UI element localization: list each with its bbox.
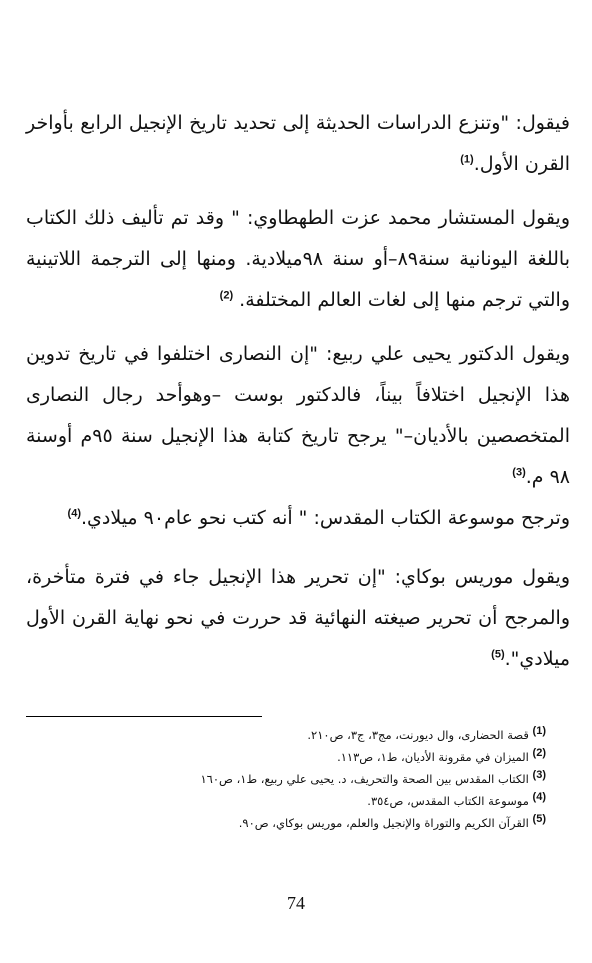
footnote-item xyxy=(26,768,546,790)
paragraph-bucaille-quote xyxy=(26,557,570,680)
footnote-reference: (5) xyxy=(491,648,505,661)
footnote-item xyxy=(26,812,546,834)
paragraph-text: ويقول الدكتور يحيى علي ربيع: "إن النصارى اختلفوا في تاريخ تدوين هذا الإنجيل اختلافاً بيناً، فالدكتور بوست –وهوأحد رجال النصارى المتخصصين بالأديان–" يرجح تاريخ كتابة هذا الإنجيل سنة ٩٥م أوسنة ٩٨ م. xyxy=(26,343,570,488)
footnote-item xyxy=(26,746,546,768)
footnote-reference: (4) xyxy=(67,507,81,520)
footnote-mark: (1) xyxy=(532,725,546,738)
paragraph-fourth-gospel-dating xyxy=(26,103,570,185)
paragraph-tahtawi-quote xyxy=(26,198,570,321)
footnote-item xyxy=(26,790,546,812)
footnote-mark: (2) xyxy=(532,747,546,760)
footnote-reference: (1) xyxy=(460,153,474,166)
paragraph-text: فيقول: "وتنزع الدراسات الحديثة إلى تحديد تاريخ الإنجيل الرابع بأواخر القرن الأول. xyxy=(26,112,570,175)
footnote-text: الكتاب المقدس بين الصحة والتحريف، د. يحيى علي ربيع، ط١، ص١٦٠ xyxy=(200,772,529,786)
footnote-reference: (2) xyxy=(219,289,234,302)
paragraph-continuation: وترجح موسوعة الكتاب المقدس: " أنه كتب نحو عام٩٠ ميلادي. xyxy=(80,507,570,529)
paragraph-rabie-quote xyxy=(26,334,570,539)
footnote-text: موسوعة الكتاب المقدس، ص٣٥٤. xyxy=(367,794,529,808)
footnote-mark: (5) xyxy=(532,813,546,826)
footnote-text: الميزان في مقرونة الأديان، ط١، ص١١٣. xyxy=(337,750,529,764)
paragraph-text: ويقول موريس بوكاي: "إن تحرير هذا الإنجيل جاء في فترة متأخرة، والمرجح أن تحرير صيغته النهائية قد حررت في نحو نهاية القرن الأول ميلادي". xyxy=(26,566,570,670)
footnote-text: قصة الحضارى، وال ديورنت، مج٣، ج٣، ص٢١٠. xyxy=(307,728,529,742)
footnote-mark: (4) xyxy=(532,791,546,804)
footnote-divider xyxy=(26,716,262,717)
paragraph-text: ويقول المستشار محمد عزت الطهطاوي: " وقد تم تأليف ذلك الكتاب باللغة اليونانية سنة٨٩–أو سنة ٩٨ميلادية. ومنها إلى الترجمة اللاتينية والتي ترجم منها إلى لغات العالم المختلفة. xyxy=(26,207,570,311)
page-number: 74 xyxy=(287,893,305,913)
footnote-text: القرآن الكريم والتوراة والإنجيل والعلم، موريس بوكاي، ص٩٠. xyxy=(238,816,529,830)
footnotes-list xyxy=(26,724,546,834)
footnote-mark: (3) xyxy=(532,769,546,782)
footnote-item xyxy=(26,724,546,746)
footnote-reference: (3) xyxy=(512,466,526,479)
